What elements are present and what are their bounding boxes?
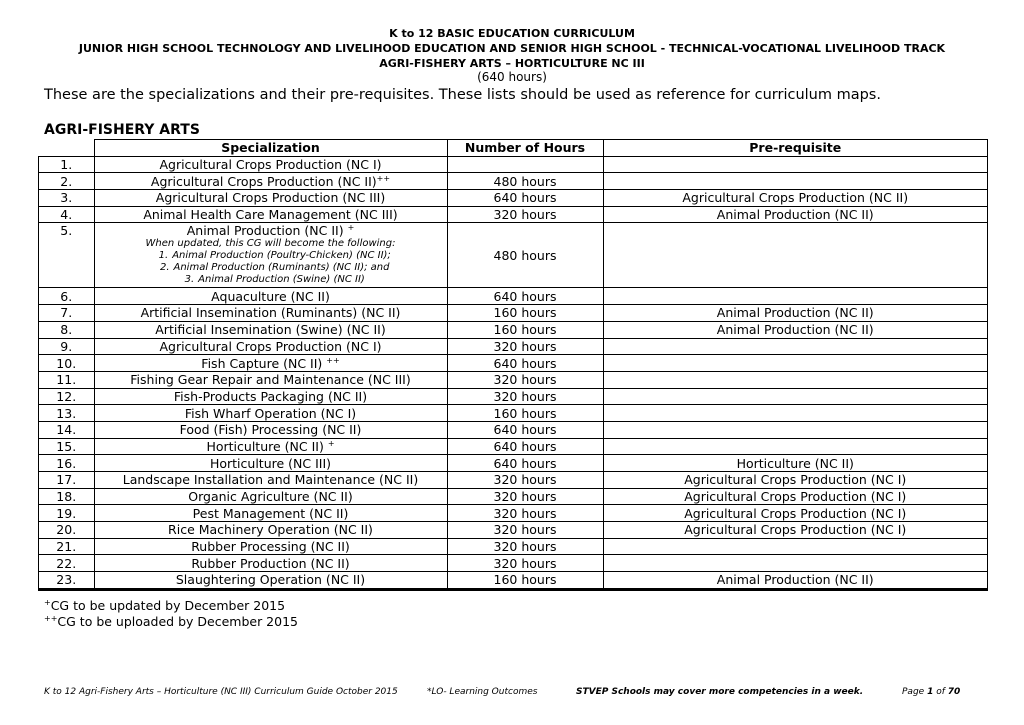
row-specialization xyxy=(94,206,447,223)
row-note-item xyxy=(97,250,445,262)
table-row xyxy=(39,472,988,489)
footnote-uploaded xyxy=(44,614,298,629)
row-specialization xyxy=(94,173,447,190)
table-row xyxy=(39,305,988,322)
header-hours: Number of Hours xyxy=(447,140,603,157)
specialization-name: Agricultural Crops Production (NC II) xyxy=(150,173,377,189)
specialization-name: Horticulture (NC III) xyxy=(209,455,332,471)
row-prerequisite xyxy=(603,538,988,555)
row-specialization xyxy=(94,405,447,422)
update-marker: ++ xyxy=(326,355,340,365)
row-note-item-number: 1. xyxy=(158,250,169,262)
row-note-item-number: 2. xyxy=(159,262,170,274)
row-number: 4. xyxy=(39,206,95,223)
table-row xyxy=(39,190,988,207)
specializations-table xyxy=(38,139,988,591)
specialization-name: Rubber Processing (NC II) xyxy=(191,539,350,555)
row-hours: 640 hours xyxy=(447,421,603,438)
row-prerequisite xyxy=(603,438,988,455)
update-marker: + xyxy=(327,438,335,448)
intro-text: These are the specializations and their pre-requisites. These lists should be used as reference for curriculum maps. xyxy=(44,87,881,103)
table-row xyxy=(39,572,988,590)
row-specialization xyxy=(94,538,447,555)
row-number: 6. xyxy=(39,288,95,305)
row-number: 20. xyxy=(39,522,95,539)
page-current: 1 xyxy=(927,687,934,697)
row-hours: 320 hours xyxy=(447,522,603,539)
row-prerequisite: Agricultural Crops Production (NC I) xyxy=(603,488,988,505)
table-row xyxy=(39,405,988,422)
section-title: AGRI-FISHERY ARTS xyxy=(44,122,200,138)
row-prerequisite: Agricultural Crops Production (NC I) xyxy=(603,505,988,522)
specialization-name: Rice Machinery Operation (NC II) xyxy=(168,522,373,538)
row-hours: 640 hours xyxy=(447,455,603,472)
row-hours: 320 hours xyxy=(447,388,603,405)
row-note-item-text: Animal Production (Swine) (NC II) xyxy=(198,274,365,286)
curriculum-title: K to 12 BASIC EDUCATION CURRICULUM xyxy=(389,27,635,40)
specialization-name: Pest Management (NC II) xyxy=(192,505,349,521)
row-specialization xyxy=(94,455,447,472)
update-marker: ++ xyxy=(376,173,391,183)
program-hours: (640 hours) xyxy=(477,70,547,84)
row-number: 10. xyxy=(39,355,95,372)
update-marker: + xyxy=(347,223,355,233)
table-row xyxy=(39,223,988,288)
row-number: 13. xyxy=(39,405,95,422)
row-hours: 320 hours xyxy=(447,488,603,505)
row-specialization xyxy=(94,288,447,305)
row-specialization xyxy=(94,421,447,438)
row-prerequisite: Agricultural Crops Production (NC I) xyxy=(603,472,988,489)
row-prerequisite xyxy=(603,156,988,173)
table-row xyxy=(39,555,988,572)
row-specialization xyxy=(94,472,447,489)
row-hours: 320 hours xyxy=(447,338,603,355)
row-note-item-number: 3. xyxy=(184,274,195,286)
row-number: 17. xyxy=(39,472,95,489)
specialization-name: Artificial Insemination (Swine) (NC II) xyxy=(155,322,386,338)
row-note-intro: When updated, this CG will become the following: xyxy=(145,238,396,250)
row-specialization xyxy=(94,438,447,455)
row-prerequisite: Agricultural Crops Production (NC II) xyxy=(603,190,988,207)
specialization-name: Artificial Insemination (Ruminants) (NC II) xyxy=(140,305,401,321)
row-number: 19. xyxy=(39,505,95,522)
table-body xyxy=(39,156,988,589)
page-total: 70 xyxy=(947,687,961,697)
specialization-name: Fishing Gear Repair and Maintenance (NC III) xyxy=(130,372,411,388)
row-hours: 320 hours xyxy=(447,472,603,489)
row-number: 14. xyxy=(39,421,95,438)
header-specialization: Specialization xyxy=(94,140,447,157)
row-prerequisite xyxy=(603,555,988,572)
header-blank-cell xyxy=(39,140,95,157)
footer-guide-title: K to 12 Agri-Fishery Arts – Horticulture (NC III) Curriculum Guide October 2015 xyxy=(44,687,398,697)
curriculum-subtitle: JUNIOR HIGH SCHOOL TECHNOLOGY AND LIVELIHOOD EDUCATION AND SENIOR HIGH SCHOOL - TECHNICAL-VOCATIONAL LIVELIHOOD TRACK xyxy=(78,42,946,55)
footer-stvep-note: STVEP Schools may cover more competencies in a week. xyxy=(576,687,864,697)
table-row xyxy=(39,321,988,338)
table-row xyxy=(39,388,988,405)
row-number: 7. xyxy=(39,305,95,322)
table-row xyxy=(39,522,988,539)
row-prerequisite xyxy=(603,338,988,355)
specialization-name: Fish-Products Packaging (NC II) xyxy=(173,388,368,404)
row-specialization xyxy=(94,555,447,572)
row-number: 9. xyxy=(39,338,95,355)
row-prerequisite: Animal Production (NC II) xyxy=(603,206,988,223)
row-note-item-text: Animal Production (Poultry-Chicken) (NC II); xyxy=(172,250,391,262)
row-prerequisite xyxy=(603,405,988,422)
specialization-name: Aquaculture (NC II) xyxy=(211,288,330,304)
row-number: 12. xyxy=(39,388,95,405)
specialization-name: Rubber Production (NC II) xyxy=(191,555,350,571)
row-prerequisite: Animal Production (NC II) xyxy=(603,321,988,338)
specialization-name: Animal Health Care Management (NC III) xyxy=(143,207,398,223)
table-row xyxy=(39,538,988,555)
footnote-marker: + xyxy=(44,598,51,607)
row-specialization xyxy=(94,371,447,388)
table-row xyxy=(39,421,988,438)
row-number: 16. xyxy=(39,455,95,472)
row-specialization xyxy=(94,321,447,338)
table-row xyxy=(39,355,988,372)
footer-page-number xyxy=(902,687,960,697)
footer-lo-note: *LO- Learning Outcomes xyxy=(427,687,538,697)
row-number: 23. xyxy=(39,572,95,590)
row-prerequisite: Animal Production (NC II) xyxy=(603,572,988,590)
row-hours: 480 hours xyxy=(447,223,603,288)
specialization-name: Agricultural Crops Production (NC I) xyxy=(159,338,382,354)
table-row xyxy=(39,173,988,190)
row-number: 1. xyxy=(39,156,95,173)
row-prerequisite xyxy=(603,288,988,305)
table-row xyxy=(39,156,988,173)
row-number: 2. xyxy=(39,173,95,190)
row-number: 15. xyxy=(39,438,95,455)
row-specialization xyxy=(94,522,447,539)
row-hours: 320 hours xyxy=(447,555,603,572)
table-row xyxy=(39,206,988,223)
row-specialization xyxy=(94,190,447,207)
row-hours: 160 hours xyxy=(447,572,603,590)
row-prerequisite: Agricultural Crops Production (NC I) xyxy=(603,522,988,539)
footnote-text: CG to be uploaded by December 2015 xyxy=(57,614,298,629)
row-hours: 480 hours xyxy=(447,173,603,190)
footnote-text: CG to be updated by December 2015 xyxy=(50,598,286,613)
table-row xyxy=(39,371,988,388)
row-hours: 640 hours xyxy=(447,355,603,372)
table-row xyxy=(39,338,988,355)
row-number: 3. xyxy=(39,190,95,207)
footnote-updated xyxy=(44,598,285,613)
row-hours: 640 hours xyxy=(447,288,603,305)
table-header-row xyxy=(39,140,988,157)
specialization-name: Organic Agriculture (NC II) xyxy=(188,489,353,505)
row-number: 8. xyxy=(39,321,95,338)
specialization-name: Fish Wharf Operation (NC I) xyxy=(184,405,357,421)
row-hours: 320 hours xyxy=(447,538,603,555)
row-specialization xyxy=(94,388,447,405)
row-specialization xyxy=(94,156,447,173)
specialization-name: Agricultural Crops Production (NC III) xyxy=(155,190,386,206)
row-prerequisite xyxy=(603,371,988,388)
row-hours: 320 hours xyxy=(447,206,603,223)
row-prerequisite: Horticulture (NC II) xyxy=(603,455,988,472)
row-hours: 320 hours xyxy=(447,371,603,388)
specialization-name: Landscape Installation and Maintenance (NC II) xyxy=(122,472,419,488)
row-number: 18. xyxy=(39,488,95,505)
row-prerequisite xyxy=(603,173,988,190)
row-prerequisite xyxy=(603,223,988,288)
row-note-item xyxy=(97,262,445,274)
row-number: 11. xyxy=(39,371,95,388)
row-prerequisite xyxy=(603,421,988,438)
row-specialization xyxy=(94,305,447,322)
header-prerequisite: Pre-requisite xyxy=(603,140,988,157)
specialization-name: Fish Capture (NC II) xyxy=(201,355,327,371)
page-prefix: Page xyxy=(902,687,928,697)
row-hours: 160 hours xyxy=(447,321,603,338)
row-prerequisite: Animal Production (NC II) xyxy=(603,305,988,322)
row-number: 5. xyxy=(39,223,95,288)
row-prerequisite xyxy=(603,388,988,405)
row-prerequisite xyxy=(603,355,988,372)
row-specialization xyxy=(94,488,447,505)
specialization-name: Horticulture (NC II) xyxy=(206,438,328,454)
row-note-item xyxy=(97,274,445,286)
page-of: of xyxy=(933,687,948,697)
specialization-name: Slaughtering Operation (NC II) xyxy=(175,572,366,588)
table-row xyxy=(39,455,988,472)
row-hours: 160 hours xyxy=(447,305,603,322)
specialization-name: Agricultural Crops Production (NC I) xyxy=(159,157,382,173)
table-row xyxy=(39,288,988,305)
footnote-marker: ++ xyxy=(44,614,58,623)
row-hours: 320 hours xyxy=(447,505,603,522)
row-number: 22. xyxy=(39,555,95,572)
table-row xyxy=(39,505,988,522)
row-hours: 640 hours xyxy=(447,438,603,455)
row-number: 21. xyxy=(39,538,95,555)
row-note-item-text: Animal Production (Ruminants) (NC II); and xyxy=(173,262,390,274)
row-hours xyxy=(447,156,603,173)
row-specialization xyxy=(94,505,447,522)
specialization-name: Food (Fish) Processing (NC II) xyxy=(179,422,362,438)
specialization-name: Animal Production (NC II) xyxy=(186,223,348,239)
row-hours: 160 hours xyxy=(447,405,603,422)
row-specialization xyxy=(94,338,447,355)
row-specialization xyxy=(94,355,447,372)
table-row xyxy=(39,488,988,505)
program-title: AGRI-FISHERY ARTS – HORTICULTURE NC III xyxy=(379,57,645,70)
row-specialization xyxy=(94,572,447,590)
row-hours: 640 hours xyxy=(447,190,603,207)
table-row xyxy=(39,438,988,455)
row-specialization xyxy=(94,223,447,288)
